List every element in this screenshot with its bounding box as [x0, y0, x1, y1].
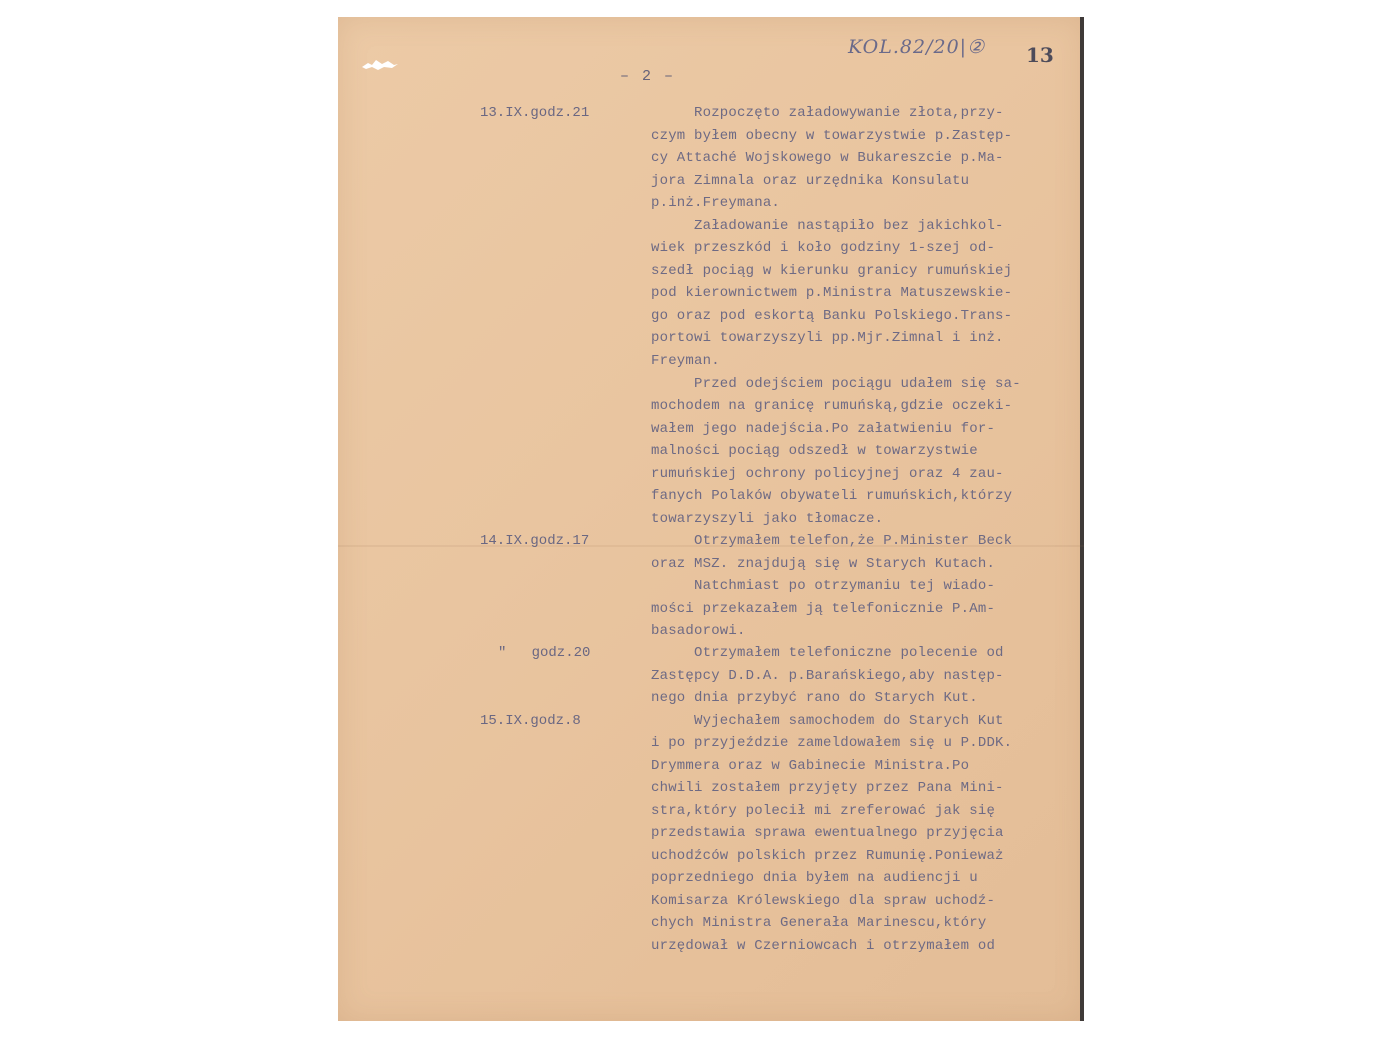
text-line: uchodźców polskich przez Rumunię.Ponieważ — [651, 848, 1004, 864]
text-line: urzędował w Czerniowcach i otrzymałem od — [651, 938, 996, 954]
text-line: Drymmera oraz w Gabinecie Ministra.Po — [651, 758, 970, 774]
text-line: malności pociąg odszedł w towarzystwie — [651, 443, 978, 459]
text-line: poprzedniego dnia byłem na audiencji u — [651, 870, 978, 886]
text-line: chych Ministra Generała Marinescu,który — [651, 915, 987, 931]
torn-corner-mark — [360, 57, 400, 71]
document-page — [338, 17, 1084, 1021]
text-line: cy Attaché Wojskowego w Bukareszcie p.Ma- — [651, 150, 1004, 166]
text-line: towarzyszyli jako tłomacze. — [651, 511, 884, 527]
text-line: szedł pociąg w kierunku granicy rumuńskiej — [651, 263, 1013, 279]
text-line: Otrzymałem telefoniczne polecenie od — [651, 645, 1004, 661]
text-line: mochodem na granicę rumuńską,gdzie oczeki- — [651, 398, 1013, 414]
page-number-stamp: 13 — [1026, 43, 1054, 67]
entry-date-15-ix-8: 15.IX.godz.8 — [480, 713, 581, 729]
text-line: chwili zostałem przyjęty przez Pana Mini- — [651, 780, 1004, 796]
archive-reference-mark: KOL.82/20|② — [848, 36, 986, 58]
entry-date-13-ix-21: 13.IX.godz.21 — [480, 105, 590, 121]
text-line: pod kierownictwem p.Ministra Matuszewskie- — [651, 285, 1013, 301]
text-line: go oraz pod eskortą Banku Polskiego.Trans- — [651, 308, 1013, 324]
text-line: Natchmiast po otrzymaniu tej wiado- — [651, 578, 996, 594]
entry-date-ditto-20: " godz.20 — [498, 645, 591, 661]
text-line: przedstawia sprawa ewentualnego przyjęcia — [651, 825, 1004, 841]
text-line: Wyjechałem samochodem do Starych Kut — [651, 713, 1004, 729]
entry-date-14-ix-17: 14.IX.godz.17 — [480, 533, 590, 549]
text-line: oraz MSZ. znajdują się w Starych Kutach. — [651, 556, 996, 572]
text-line: wiek przeszkód i koło godziny 1-szej od- — [651, 240, 996, 256]
text-line: basadorowi. — [651, 623, 746, 639]
text-line: Przed odejściem pociągu udałem się sa- — [651, 376, 1021, 392]
text-line: jora Zimnala oraz urzędnika Konsulatu — [651, 173, 970, 189]
text-line: nego dnia przybyć rano do Starych Kut. — [651, 690, 978, 706]
text-line: rumuńskiej ochrony policyjnej oraz 4 zau- — [651, 466, 1004, 482]
text-line: Freyman. — [651, 353, 720, 369]
text-line: wałem jego nadejścia.Po załatwieniu for- — [651, 421, 996, 437]
text-line: stra,który polecił mi zreferować jak się — [651, 803, 996, 819]
text-line: p.inż.Freymana. — [651, 195, 781, 211]
text-line: portowi towarzyszyli pp.Mjr.Zimnal i inż. — [651, 330, 1004, 346]
text-line: fanych Polaków obywateli rumuńskich,którzy — [651, 488, 1013, 504]
page-number-header: – 2 – — [620, 68, 676, 85]
page-edge-strip — [1080, 17, 1084, 1021]
text-line: Zastępcy D.D.A. p.Barańskiego,aby następ- — [651, 668, 1004, 684]
text-line: Komisarza Królewskiego dla spraw uchodź- — [651, 893, 996, 909]
text-line: mości przekazałem ją telefonicznie P.Am- — [651, 601, 996, 617]
text-line: Otrzymałem telefon,że P.Minister Beck — [651, 533, 1013, 549]
text-line: Rozpoczęto załadowywanie złota,przy- — [651, 105, 1004, 121]
text-line: i po przyjeździe zameldowałem się u P.DDK. — [651, 735, 1013, 751]
text-line: czym byłem obecny w towarzystwie p.Zastęp- — [651, 128, 1013, 144]
text-line: Załadowanie nastąpiło bez jakichkol- — [651, 218, 1004, 234]
